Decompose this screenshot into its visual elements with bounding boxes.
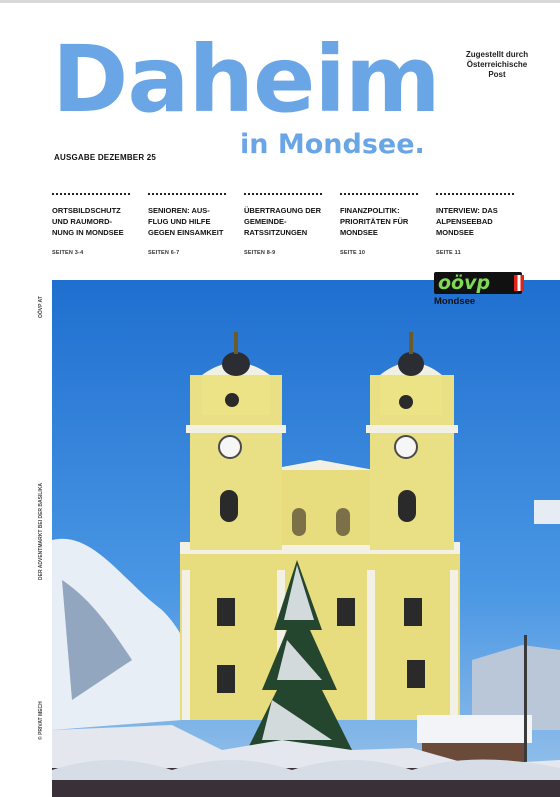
- toc-headline: ORTSBILDSCHUTZ UND RAUMORD-NUNG IN MONDSEE: [52, 206, 124, 237]
- delivery-note: [452, 50, 542, 80]
- toc-pages: SEITEN 8-9: [244, 250, 276, 256]
- side-credit-photo: © PRIVAT MECH: [38, 701, 44, 740]
- dotted-divider: [340, 193, 418, 195]
- logo-text: oövp: [438, 272, 491, 294]
- masthead-title: Daheim: [52, 26, 440, 133]
- toc-item[interactable]: [52, 193, 132, 256]
- toc-item[interactable]: [148, 193, 228, 256]
- toc-pages: SEITE 11: [436, 250, 461, 256]
- delivery-line: Zugestellt durch: [465, 50, 529, 59]
- toc-headline: SENIOREN: AUS-FLUG UND HILFE GEGEN EINSAMKEIT: [148, 206, 224, 237]
- top-rule: [0, 0, 560, 3]
- toc-headline: INTERVIEW: DAS ALPENSEEBAD MONDSEE: [436, 206, 498, 237]
- flag-icon: [514, 275, 524, 291]
- toc-item[interactable]: [340, 193, 420, 256]
- table-of-contents: [52, 193, 518, 263]
- dotted-divider: [148, 193, 226, 195]
- issue-label: AUSGABE DEZEMBER 25: [54, 153, 157, 162]
- church-photo: [52, 280, 560, 797]
- toc-item[interactable]: [436, 193, 516, 256]
- dotted-divider: [52, 193, 130, 195]
- side-credit-caption: DER ADVENTMARKT BEI DER BASILIKA: [38, 482, 44, 580]
- toc-item[interactable]: [244, 193, 324, 256]
- logo-subtitle: Mondsee: [434, 296, 476, 307]
- toc-pages: SEITEN 3-4: [52, 250, 84, 256]
- toc-headline: FINANZPOLITIK: PRIORITÄTEN FÜR MONDSEE: [340, 206, 409, 237]
- toc-pages: SEITEN 6-7: [148, 250, 180, 256]
- party-logo: [434, 272, 526, 312]
- dotted-divider: [436, 193, 514, 195]
- cover-photo: [52, 280, 560, 797]
- masthead-subtitle: in Mondsee.: [240, 129, 425, 160]
- dotted-divider: [244, 193, 322, 195]
- toc-headline: ÜBERTRAGUNG DER GEMEINDE-RATSSITZUNGEN: [244, 206, 322, 237]
- toc-pages: SEITE 10: [340, 250, 366, 256]
- side-credit-top: OÖVP AT: [38, 296, 44, 318]
- delivery-line: Post: [488, 70, 506, 79]
- delivery-line: Österreichische: [466, 60, 528, 69]
